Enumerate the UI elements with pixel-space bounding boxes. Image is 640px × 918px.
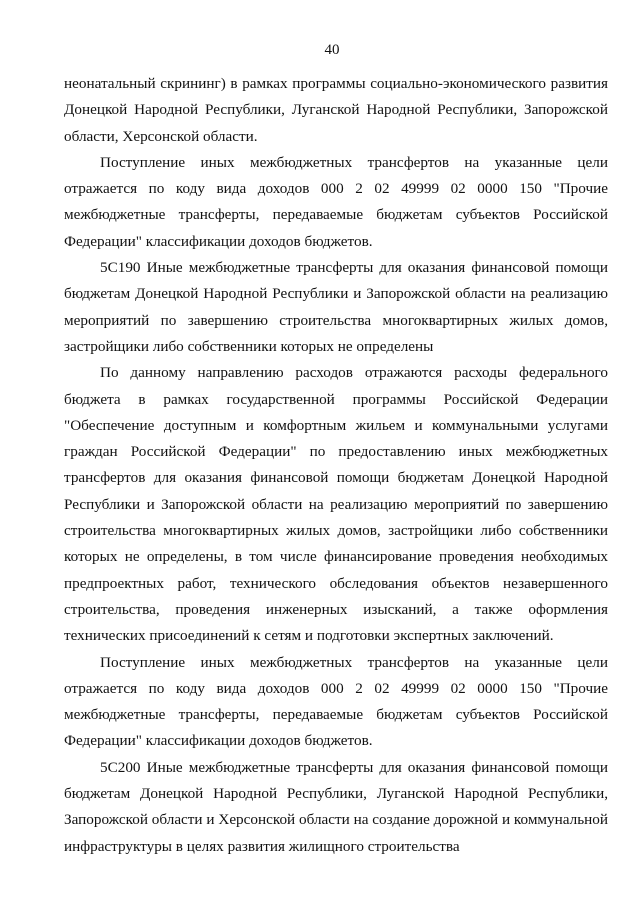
page-number: 40 — [324, 42, 340, 58]
paragraph-revenue-code-1: Поступление иных межбюджетных трансфертов на указанные цели отражается по коду вида доходов 000 2 02 49999 02 0000 150 "Прочие межбюджетные трансферты, передаваемые бюджетам субъектов Российской Федерации" классификации доходов бюджетов. — [64, 153, 608, 250]
document-body — [64, 71, 608, 860]
paragraph-heading-5c200: 5С200 Иные межбюджетные трансферты для оказания финансовой помощи бюджетам Донецкой Народной Республики, Луганской Народной Республики, Запорожской области и Херсонской области на создание дорожной и коммунальной инфраструктуры в целях развития жилищного строительства — [64, 758, 608, 855]
paragraph-description-5c190: По данному направлению расходов отражаются расходы федерального бюджета в рамках государственной программы Российской Федерации "Обеспечение доступным и комфортным жильем и коммунальными услугами граждан Российской Федерации" по предоставлению иных межбюджетных трансфертов для оказания финансовой помощи бюджетам Донецкой Народной Республики и Запорожской области на реализацию мероприятий по завершению строительства многоквартирных жилых домов, застройщики либо собственники которых не определены, в том числе финансирование проведения необходимых предпроектных работ, технического обследования объектов незавершенного строительства, проведения инженерных изысканий, а также оформления технических присоединений к сетям и подготовки экспертных заключений. — [64, 364, 608, 645]
paragraph-heading-5c190: 5С190 Иные межбюджетные трансферты для оказания финансовой помощи бюджетам Донецкой Народной Республики и Запорожской области на реализацию мероприятий по завершению строительства многоквартирных жилых домов, застройщики либо собственники которых не определены — [64, 259, 608, 355]
paragraph-continuation: неонатальный скрининг) в рамках программы социально-экономического развития Донецкой Народной Республики, Луганской Народной Республики, Запорожской области, Херсонской области. — [64, 75, 608, 145]
paragraph-revenue-code-2: Поступление иных межбюджетных трансфертов на указанные цели отражается по коду вида доходов 000 2 02 49999 02 0000 150 "Прочие межбюджетные трансферты, передаваемые бюджетам субъектов Российской Федерации" классификации доходов бюджетов. — [64, 653, 608, 750]
